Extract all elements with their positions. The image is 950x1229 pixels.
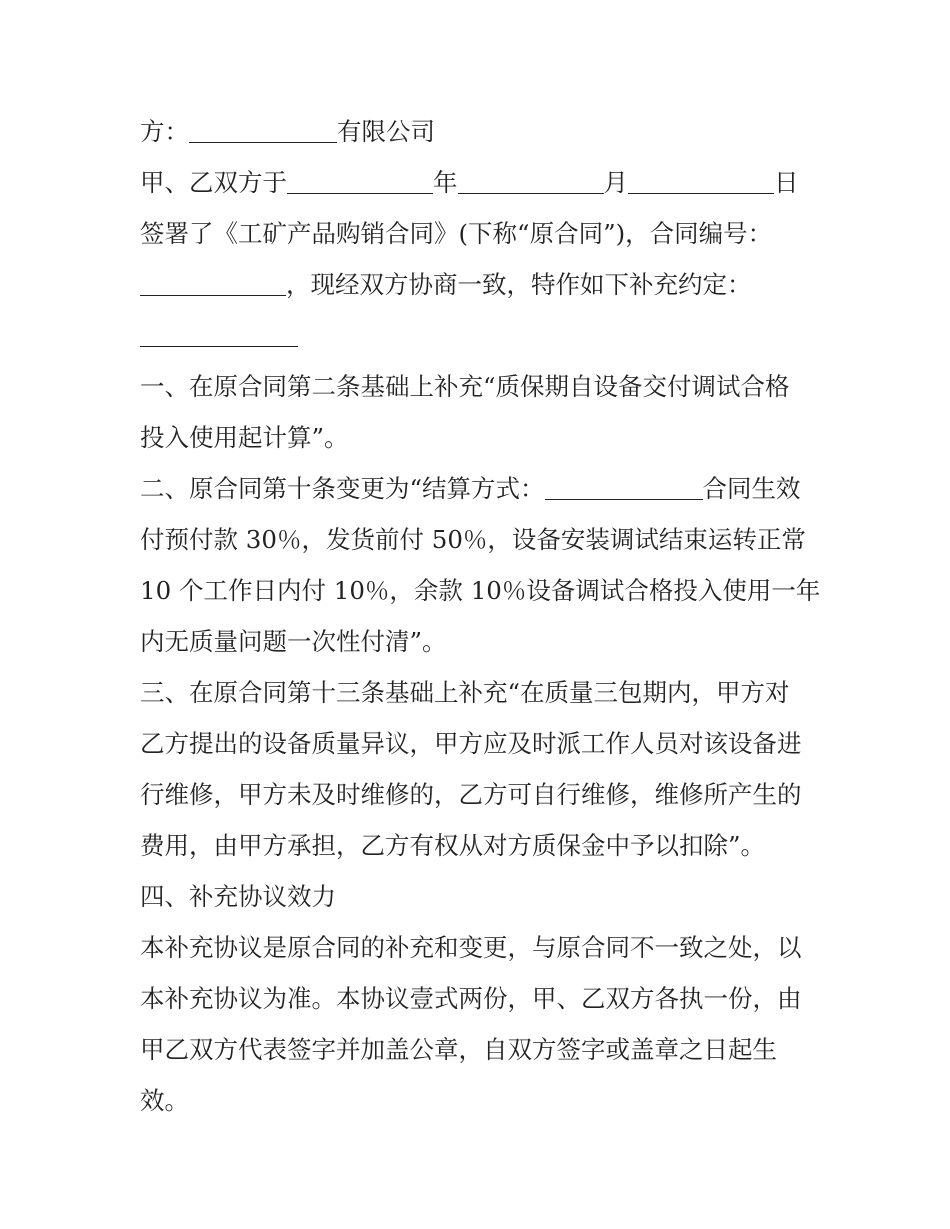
clause-2-cont: 合同生效 bbox=[702, 474, 801, 503]
party-line bbox=[140, 106, 820, 157]
clause-2-line-2: 付预付款 30％，发货前付 50％，设备安装调试结束运转正常 bbox=[140, 525, 806, 554]
contract-number-line bbox=[140, 259, 820, 310]
month-label: 月 bbox=[603, 168, 628, 197]
agreement-intro: ，现经双方协商一致，特作如下补充约定： bbox=[286, 270, 752, 299]
contract-line: 签署了《工矿产品购销合同》(下称“原合同”)，合同编号： bbox=[140, 219, 773, 248]
clause-2-line-1 bbox=[140, 463, 820, 514]
day-blank bbox=[628, 169, 774, 194]
clause-3-line-2: 乙方提出的设备质量异议，甲方应及时派工作人员对该设备进 bbox=[140, 729, 802, 758]
clause-3-line-3: 行维修，甲方未及时维修的，乙方可自行维修，维修所产生的 bbox=[140, 780, 802, 809]
effect-line-3: 甲乙双方代表签字并加盖公章，自双方签字或盖章之日起生 bbox=[140, 1035, 777, 1064]
clause-4-heading: 四、补充协议效力 bbox=[140, 882, 336, 911]
effect-line-2: 本补充协议为准。本协议壹式两份，甲、乙双方各执一份，由 bbox=[140, 984, 802, 1013]
party-label: 方： bbox=[140, 117, 189, 146]
clause-3-line-4: 费用，由甲方承担，乙方有权从对方质保金中予以扣除”。 bbox=[140, 831, 766, 860]
effect-line-4: 效。 bbox=[140, 1086, 189, 1115]
clause-1-line-2: 投入使用起计算”。 bbox=[140, 423, 349, 452]
company-blank bbox=[189, 118, 337, 143]
date-intro: 甲、乙双方于 bbox=[140, 168, 287, 197]
clause-2-intro: 二、原合同第十条变更为“结算方式： bbox=[140, 474, 545, 503]
year-blank bbox=[287, 169, 433, 194]
contract-number-blank bbox=[140, 271, 286, 296]
month-blank bbox=[458, 169, 604, 194]
settlement-blank bbox=[545, 475, 703, 500]
date-line bbox=[140, 157, 820, 208]
effect-line-1: 本补充协议是原合同的补充和变更，与原合同不一致之处，以 bbox=[140, 933, 802, 962]
clause-2-line-4: 内无质量问题一次性付清”。 bbox=[140, 627, 447, 656]
clause-3-line-1: 三、在原合同第十三条基础上补充“在质量三包期内，甲方对 bbox=[140, 678, 790, 707]
clause-2-line-3: 10 个工作日内付 10％，余款 10％设备调试合格投入使用一年 bbox=[140, 576, 821, 605]
blank-line bbox=[140, 310, 820, 361]
extra-blank bbox=[140, 322, 298, 347]
day-label: 日 bbox=[774, 168, 799, 197]
year-label: 年 bbox=[433, 168, 458, 197]
company-suffix: 有限公司 bbox=[337, 117, 435, 146]
clause-1-line-1: 一、在原合同第二条基础上补充“质保期自设备交付调试合格 bbox=[140, 372, 790, 401]
